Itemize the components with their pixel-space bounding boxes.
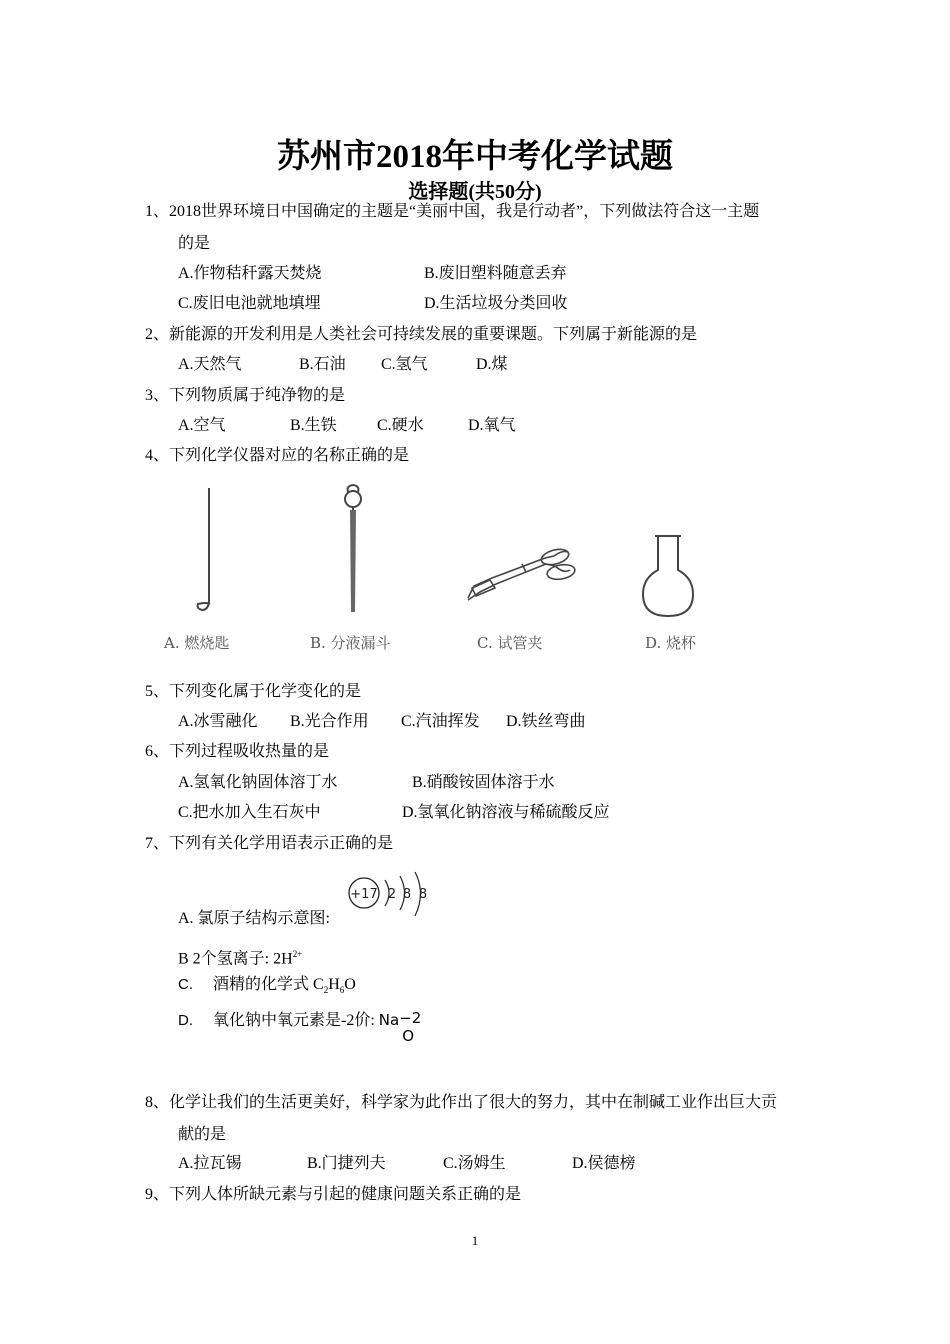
question-2-option-a: A.天然气 <box>178 356 242 373</box>
option-c-sub-2: 6 <box>339 985 345 996</box>
question-6-option-d: D.氢氧化钠溶液与稀硫酸反应 <box>402 804 610 821</box>
option-c-label: C. <box>178 976 193 993</box>
question-5-option-c: C.汽油挥发 <box>401 713 480 730</box>
shell-1-electrons: 2 <box>387 887 397 902</box>
page-title: 苏州市2018年中考化学试题 <box>277 139 673 175</box>
test-tube-clamp-drawing <box>468 547 576 600</box>
caption-b: B. 分液漏斗 <box>310 634 391 652</box>
question-5-option-d: D.铁丝弯曲 <box>506 713 586 730</box>
question-2-option-c: C.氢气 <box>381 356 428 373</box>
funnel-drawing <box>345 485 361 612</box>
question-3-option-c: C.硬水 <box>377 417 424 434</box>
question-1-stem: 1、2018世界环境日中国确定的主题是“美丽中国，我是行动者”，下列做法符合这一主题 <box>145 203 760 220</box>
question-8-option-d: D.侯德榜 <box>572 1155 636 1172</box>
question-5-option-a: A.冰雪融化 <box>178 713 258 730</box>
page-number: 1 <box>471 1233 479 1248</box>
question-1-stem-cont: 的是 <box>178 235 211 252</box>
question-1-option-c: C.废旧电池就地填埋 <box>178 295 321 312</box>
option-c-sub-1: 2 <box>323 985 329 996</box>
question-6-option-c: C.把水加入生石灰中 <box>178 804 321 821</box>
question-2-option-d: D.煤 <box>476 356 508 373</box>
option-c-text-end: O <box>344 976 356 993</box>
valence-mark: −2 <box>399 1009 422 1027</box>
option-c-text-main: 酒精的化学式 C <box>213 976 324 993</box>
question-1-option-b: B.废旧塑料随意丢弃 <box>424 265 567 282</box>
formula-sodium: Na <box>378 1011 400 1029</box>
question-6-stem: 6、下列过程吸收热量的是 <box>145 743 330 760</box>
question-3-option-d: D.氧气 <box>468 417 516 434</box>
option-b-superscript: 2+ <box>292 949 303 959</box>
question-8-option-b: B.门捷列夫 <box>307 1155 386 1172</box>
question-1-option-d: D.生活垃圾分类回收 <box>424 295 568 312</box>
caption-c: C. 试管夹 <box>477 634 543 652</box>
formula-oxygen: O <box>402 1027 415 1045</box>
combustion-spoon-drawing <box>198 488 211 610</box>
shell-3-electrons: 8 <box>418 887 428 902</box>
question-5-stem: 5、下列变化属于化学变化的是 <box>145 683 362 700</box>
chlorine-atom-diagram <box>345 864 435 924</box>
shell-2-electrons: 8 <box>402 887 412 902</box>
question-7-option-c <box>178 975 356 1000</box>
option-b-text: B 2个氢离子: 2H <box>178 950 293 968</box>
nucleus-charge: +17 <box>350 887 378 902</box>
question-3-option-b: B.生铁 <box>290 417 337 434</box>
question-8-stem-cont: 献的是 <box>178 1126 227 1143</box>
lab-instruments-figure <box>150 480 730 660</box>
question-3-stem: 3、下列物质属于纯净物的是 <box>145 387 346 404</box>
question-9-stem: 9、下列人体所缺元素与引起的健康问题关系正确的是 <box>145 1186 522 1203</box>
question-7-option-b <box>178 944 302 969</box>
question-4-stem: 4、下列化学仪器对应的名称正确的是 <box>145 447 410 464</box>
caption-a: A. 燃烧匙 <box>164 634 230 652</box>
question-8-option-c: C.汤姆生 <box>443 1155 506 1172</box>
option-c-text-mid: H <box>328 976 340 993</box>
question-8-option-a: A.拉瓦锡 <box>178 1155 242 1172</box>
question-3-option-a: A.空气 <box>178 417 226 434</box>
oxygen-valence-group <box>399 1009 422 1045</box>
flask-drawing <box>643 536 693 616</box>
question-6-option-b: B.硝酸铵固体溶于水 <box>412 774 555 791</box>
option-c-text <box>213 976 356 996</box>
question-5-option-b: B.光合作用 <box>290 713 369 730</box>
sodium-oxide-formula <box>378 1009 422 1045</box>
question-7-option-d <box>178 1009 422 1045</box>
question-6-option-a: A.氢氧化钠固体溶丁水 <box>178 774 338 791</box>
caption-d: D. 烧杯 <box>645 634 697 652</box>
question-2-option-b: B.石油 <box>299 356 346 373</box>
option-d-text: 氧化钠中氧元素是-2价: <box>213 1012 379 1029</box>
question-7-option-a: A. 氯原子结构示意图: <box>178 910 331 927</box>
question-1-option-a: A.作物秸秆露天焚烧 <box>178 265 322 282</box>
section-title: 选择题(共50分) <box>408 181 542 203</box>
option-d-label: D. <box>178 1012 193 1029</box>
question-2-stem: 2、新能源的开发利用是人类社会可持续发展的重要课题。下列属于新能源的是 <box>145 326 698 343</box>
question-7-stem: 7、下列有关化学用语表示正确的是 <box>145 835 394 852</box>
question-8-stem: 8、化学让我们的生活更美好，科学家为此作出了很大的努力，其中在制碱工业作出巨大贡 <box>145 1094 778 1111</box>
